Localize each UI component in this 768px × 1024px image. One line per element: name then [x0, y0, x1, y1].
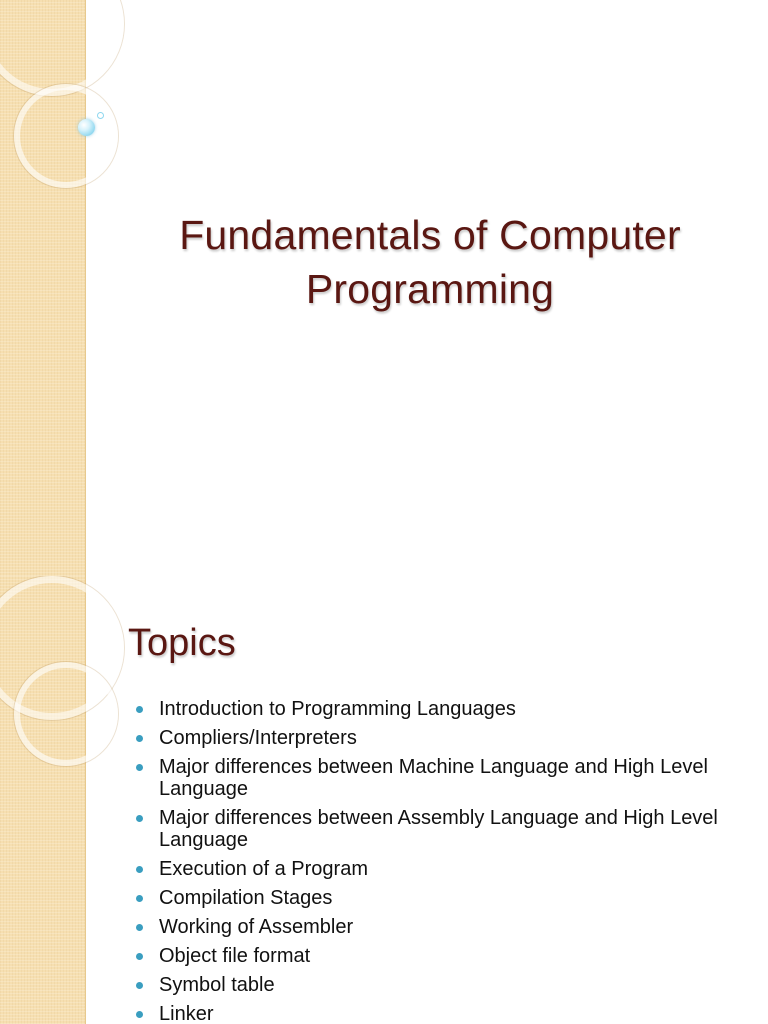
list-item	[134, 807, 754, 851]
decorative-bubble	[78, 119, 95, 136]
list-item	[134, 727, 754, 749]
list-item-text: Object file format	[159, 945, 311, 967]
list-item-text: Compliers/Interpreters	[159, 727, 357, 749]
decorative-ring	[14, 84, 118, 188]
list-item	[134, 916, 754, 938]
decorative-ring	[0, 0, 124, 96]
topics-list	[134, 698, 754, 1024]
bullet-icon	[136, 735, 143, 742]
list-item-text: Linker	[159, 1003, 214, 1024]
list-item-text: Symbol table	[159, 974, 275, 996]
bullet-icon	[136, 866, 143, 873]
list-item	[134, 1003, 754, 1024]
topics-slide	[0, 576, 768, 1024]
bullet-icon	[136, 815, 143, 822]
bullet-icon	[136, 953, 143, 960]
list-item	[134, 887, 754, 909]
list-item-text: Major differences between Assembly Language and High Level Language	[159, 807, 718, 851]
list-item	[134, 974, 754, 996]
list-item-text: Introduction to Programming Languages	[159, 698, 516, 720]
slide-title	[110, 208, 750, 316]
list-item	[134, 698, 754, 720]
list-item	[134, 858, 754, 880]
bullet-icon	[136, 924, 143, 931]
list-item	[134, 756, 754, 800]
title-line-2: Programming	[305, 266, 555, 312]
decorative-side-band	[0, 576, 86, 1024]
decorative-ring	[14, 662, 118, 766]
bullet-icon	[136, 982, 143, 989]
bullet-icon	[136, 1011, 143, 1018]
list-item-text: Major differences between Machine Language and High Level Language	[159, 756, 708, 800]
bullet-icon	[136, 895, 143, 902]
list-item-text: Working of Assembler	[159, 916, 354, 938]
decorative-side-band	[0, 0, 86, 576]
decorative-bubble-small	[97, 112, 104, 119]
list-item-text: Compilation Stages	[159, 887, 333, 909]
list-item	[134, 945, 754, 967]
bullet-icon	[136, 706, 143, 713]
bullet-icon	[136, 764, 143, 771]
list-item-text: Execution of a Program	[159, 858, 368, 880]
topics-heading: Topics	[128, 622, 236, 664]
title-line-1: Fundamentals of Computer	[179, 212, 681, 258]
